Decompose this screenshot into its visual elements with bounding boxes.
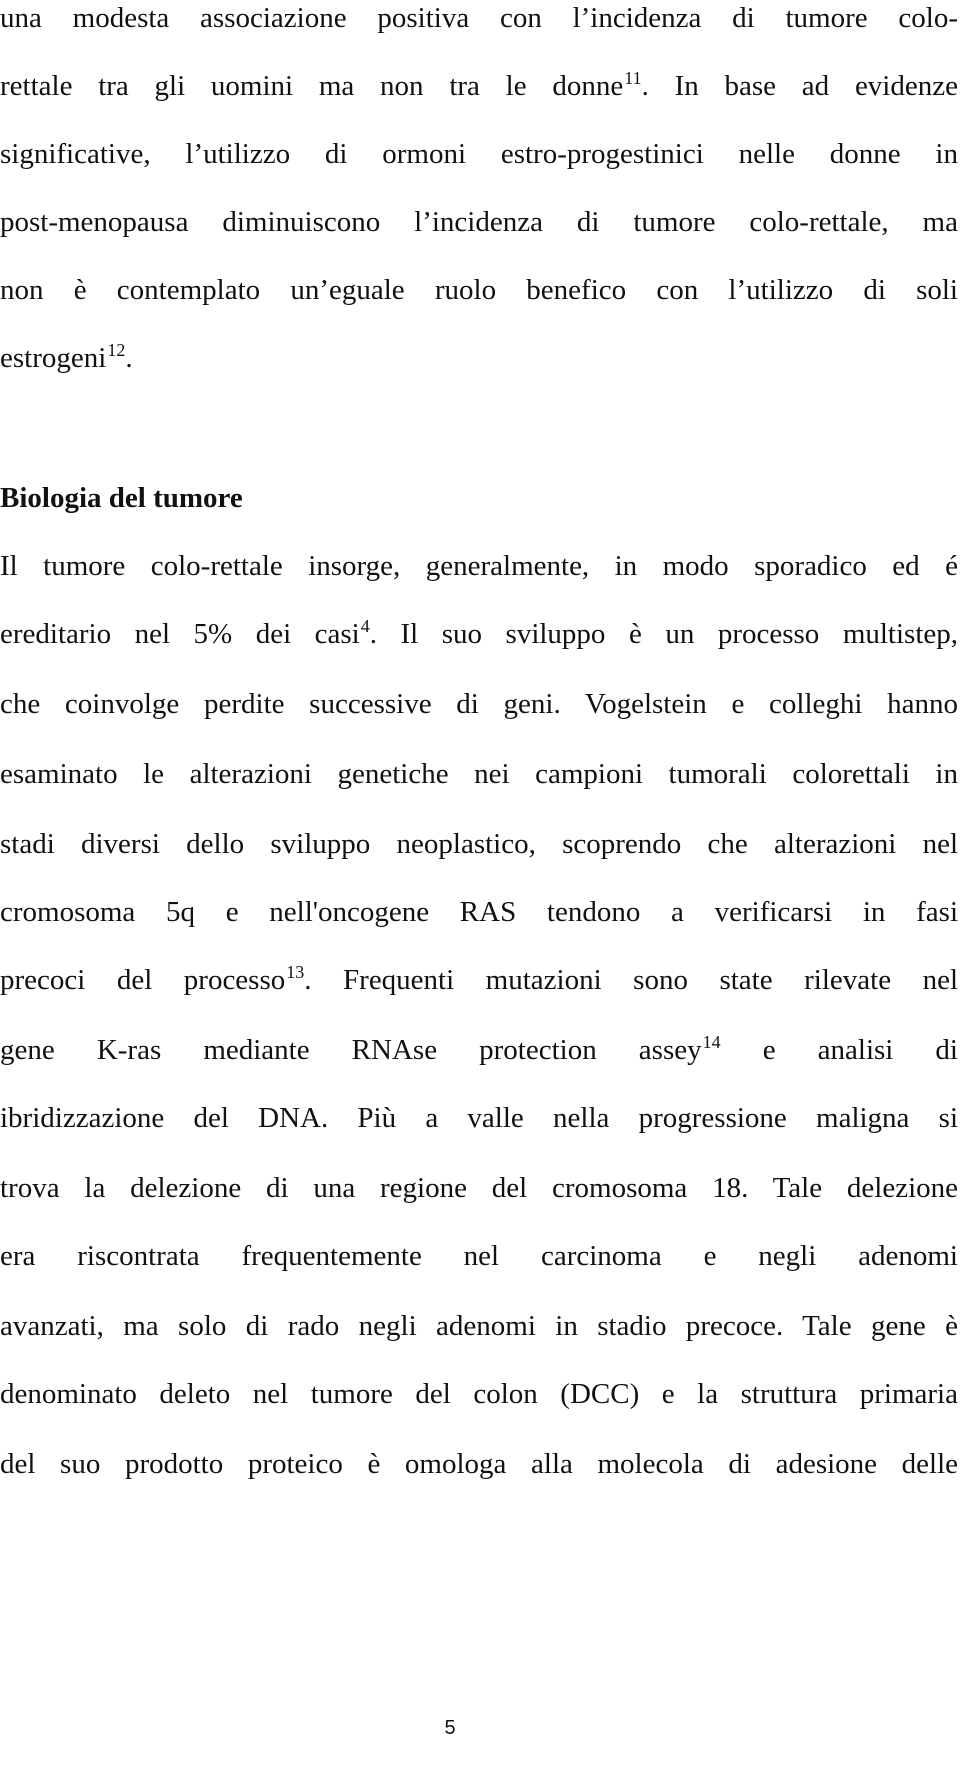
paragraph1-line6-text-b: . <box>125 342 133 374</box>
paragraph2-line10: trova la delezione di una regione del cromosoma 18. Tale delezione <box>0 1172 958 1204</box>
footnote-ref-14: 14 <box>702 1031 721 1052</box>
paragraph2-line7-text-a: precoci del processo <box>0 964 286 996</box>
paragraph2-line5: stadi diversi dello sviluppo neoplastico, scoprendo che alterazioni nel <box>0 828 958 860</box>
section-heading: Biologia del tumore <box>0 482 243 514</box>
paragraph2-line2-text-b: . Il suo sviluppo è un processo multistep, <box>369 618 959 650</box>
paragraph1-line2 <box>0 68 958 104</box>
footnote-ref-4: 4 <box>360 615 370 636</box>
paragraph2-line8 <box>0 1032 958 1068</box>
paragraph2-line11: era riscontrata frequentemente nel carcinoma e negli adenomi <box>0 1240 958 1272</box>
paragraph1-line6 <box>0 340 958 376</box>
paragraph1-line2-text-b: . In base ad evidenze <box>641 70 958 102</box>
paragraph2-line2-text-a: ereditario nel 5% dei casi <box>0 618 360 650</box>
footnote-ref-12: 12 <box>107 339 126 360</box>
paragraph2-line6: cromosoma 5q e nell'oncogene RAS tendono a verificarsi in fasi <box>0 896 958 928</box>
paragraph2-line7-text-b: . Frequenti mutazioni sono state rilevate nel <box>304 964 959 996</box>
paragraph1-line1: una modesta associazione positiva con l’incidenza di tumore colo- <box>0 2 958 34</box>
page-number: 5 <box>444 1717 456 1739</box>
paragraph2-line12: avanzati, ma solo di rado negli adenomi in stadio precoce. Tale gene è <box>0 1310 958 1342</box>
paragraph2-line13: denominato deleto nel tumore del colon (DCC) e la struttura primaria <box>0 1378 958 1410</box>
paragraph2-line8-text-b: e analisi di <box>720 1034 958 1066</box>
paragraph1-line2-text-a: rettale tra gli uomini ma non tra le donne <box>0 70 624 102</box>
paragraph2-line3: che coinvolge perdite successive di geni. Vogelstein e colleghi hanno <box>0 688 958 720</box>
paragraph1-line5: non è contemplato un’eguale ruolo benefico con l’utilizzo di soli <box>0 274 958 306</box>
paragraph2-line9: ibridizzazione del DNA. Più a valle nella progressione maligna si <box>0 1102 958 1134</box>
paragraph2-line4: esaminato le alterazioni genetiche nei campioni tumorali colorettali in <box>0 758 958 790</box>
footnote-ref-13: 13 <box>286 961 305 982</box>
paragraph1-line4: post-menopausa diminuiscono l’incidenza di tumore colo-rettale, ma <box>0 206 958 238</box>
paragraph2-line8-text-a: gene K-ras mediante RNAse protection assey <box>0 1034 702 1066</box>
paragraph1-line3: significative, l’utilizzo di ormoni estro-progestinici nelle donne in <box>0 138 958 170</box>
paragraph2-line2 <box>0 616 958 652</box>
paragraph1-line6-text-a: estrogeni <box>0 342 107 374</box>
paragraph2-line14: del suo prodotto proteico è omologa alla molecola di adesione delle <box>0 1448 958 1480</box>
paragraph2-line1: Il tumore colo-rettale insorge, generalmente, in modo sporadico ed é <box>0 550 958 582</box>
footnote-ref-11: 11 <box>624 67 642 88</box>
paragraph2-line7 <box>0 962 958 998</box>
